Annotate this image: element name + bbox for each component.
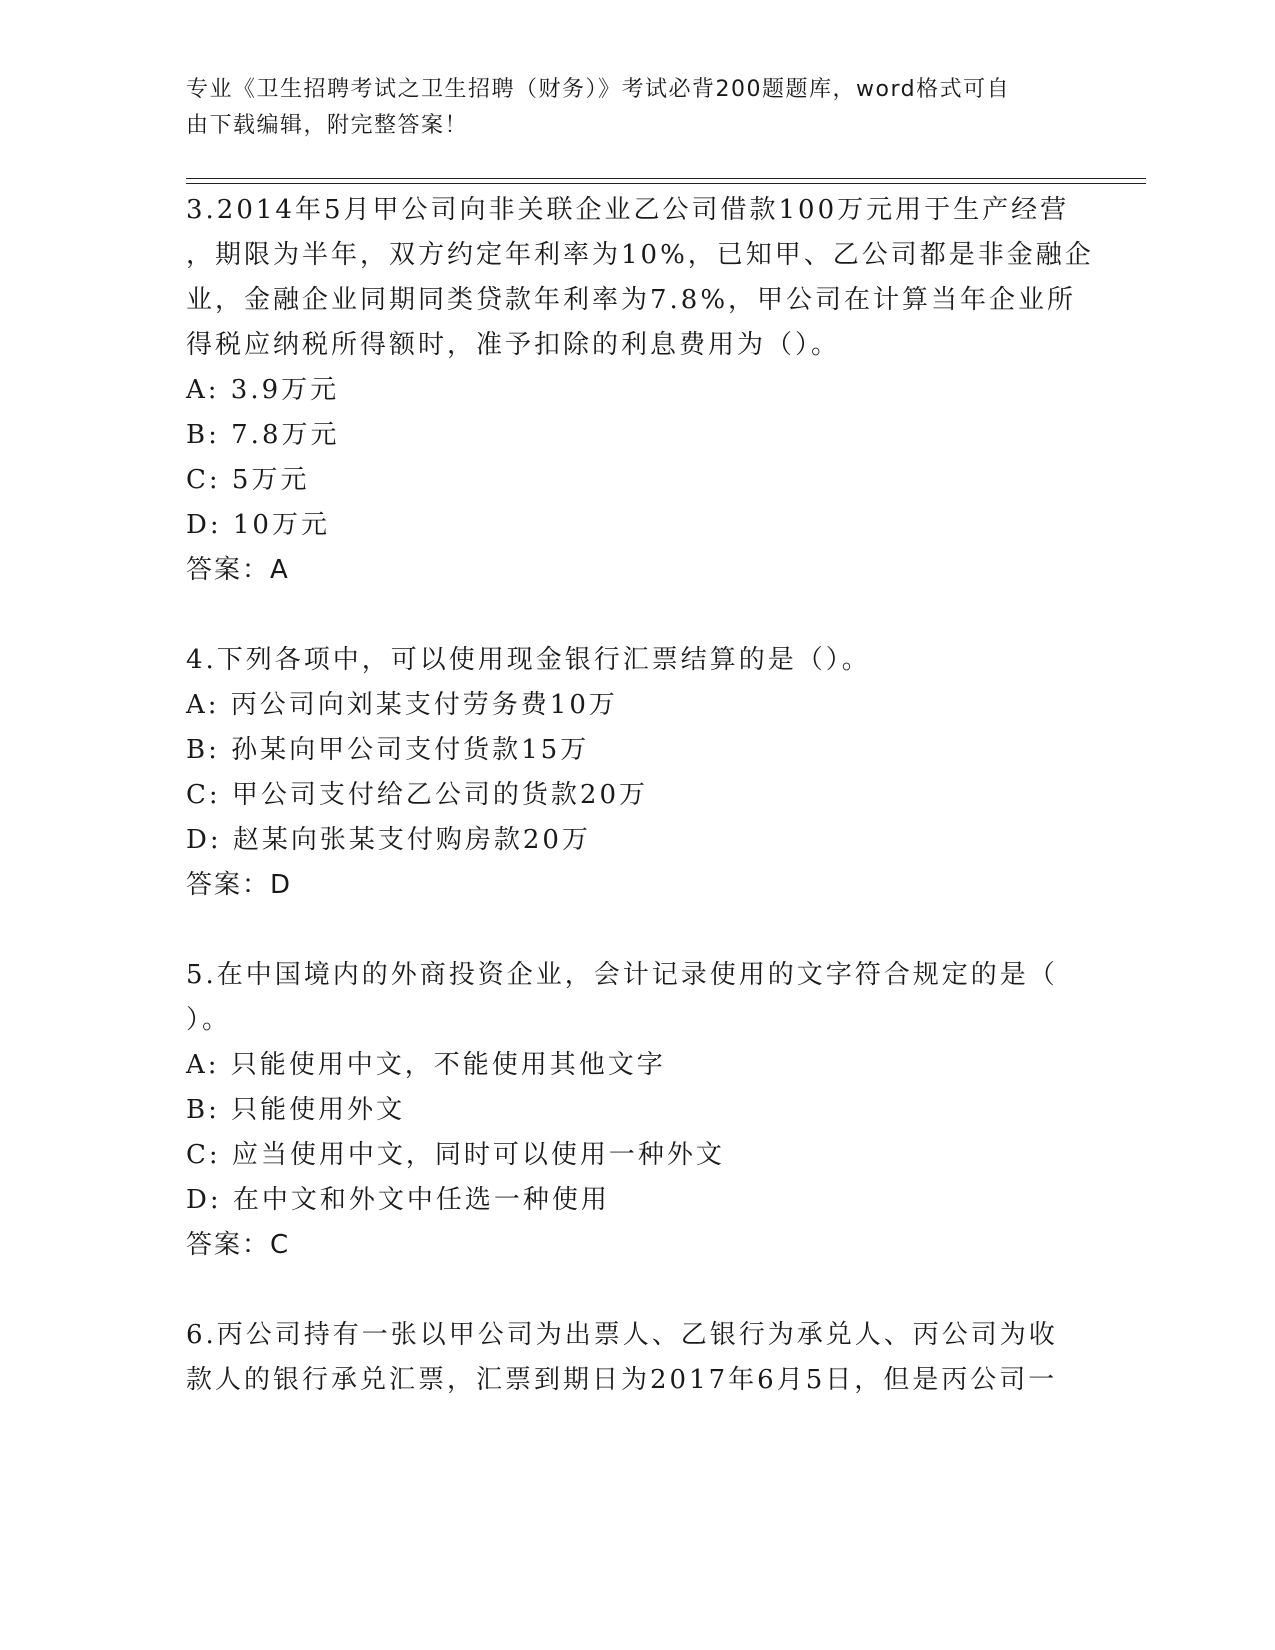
question-5 xyxy=(186,953,1086,1268)
option-d: D: 在中文和外文中任选一种使用 xyxy=(186,1185,610,1215)
page-header xyxy=(186,72,1066,144)
option-c: C: 5万元 xyxy=(186,465,310,495)
option-a: A: 3.9万元 xyxy=(186,375,340,405)
option-d: D: 10万元 xyxy=(186,510,330,540)
option-d: D: 赵某向张某支付购房款20万 xyxy=(186,825,591,855)
question-6 xyxy=(186,1313,1086,1403)
question-stem-line: 5.在中国境内的外商投资企业，会计记录使用的文字符合规定的是（ xyxy=(186,960,1058,990)
question-stem-line: 款人的银行承兑汇票，汇票到期日为2017年6月5日，但是丙公司一 xyxy=(186,1365,1058,1395)
question-stem-line: 得税应纳税所得额时，准予扣除的利息费用为（）。 xyxy=(186,330,841,360)
option-c: C: 应当使用中文，同时可以使用一种外文 xyxy=(186,1140,725,1170)
question-list xyxy=(186,188,1094,1403)
spacer xyxy=(186,1268,1086,1313)
option-b: B: 7.8万元 xyxy=(186,420,340,450)
option-c: C: 甲公司支付给乙公司的货款20万 xyxy=(186,780,649,810)
question-stem-line: 业，金融企业同期同类贷款年利率为7.8%，甲公司在计算当年企业所 xyxy=(186,285,1077,315)
answer-line: 答案：A xyxy=(186,555,290,585)
question-stem-line: 3.2014年5月甲公司向非关联企业乙公司借款100万元用于生产经营 xyxy=(186,195,1070,225)
option-a: A: 只能使用中文，不能使用其他文字 xyxy=(186,1050,666,1080)
question-4 xyxy=(186,638,1086,908)
header-line-1: 专业《卫生招聘考试之卫生招聘（财务）》考试必背200题题库，word格式可自 xyxy=(186,77,1011,102)
spacer xyxy=(186,593,1086,638)
question-stem-line: ）。 xyxy=(186,1005,232,1035)
answer-line: 答案：D xyxy=(186,870,293,900)
option-b: B: 孙某向甲公司支付货款15万 xyxy=(186,735,590,765)
header-divider-top xyxy=(186,178,1146,179)
spacer xyxy=(186,908,1086,953)
question-stem-line: 4.下列各项中，可以使用现金银行汇票结算的是（）。 xyxy=(186,645,871,675)
option-b: B: 只能使用外文 xyxy=(186,1095,406,1125)
question-3 xyxy=(186,188,1094,593)
question-stem-line: ，期限为半年，双方约定年利率为10%，已知甲、乙公司都是非金融企 xyxy=(186,240,1094,270)
answer-line: 答案：C xyxy=(186,1230,291,1260)
header-line-2: 由下载编辑，附完整答案！ xyxy=(186,113,469,138)
header-divider-bottom xyxy=(186,183,1146,184)
option-a: A: 丙公司向刘某支付劳务费10万 xyxy=(186,690,618,720)
question-stem-line: 6.丙公司持有一张以甲公司为出票人、乙银行为承兑人、丙公司为收 xyxy=(186,1320,1058,1350)
